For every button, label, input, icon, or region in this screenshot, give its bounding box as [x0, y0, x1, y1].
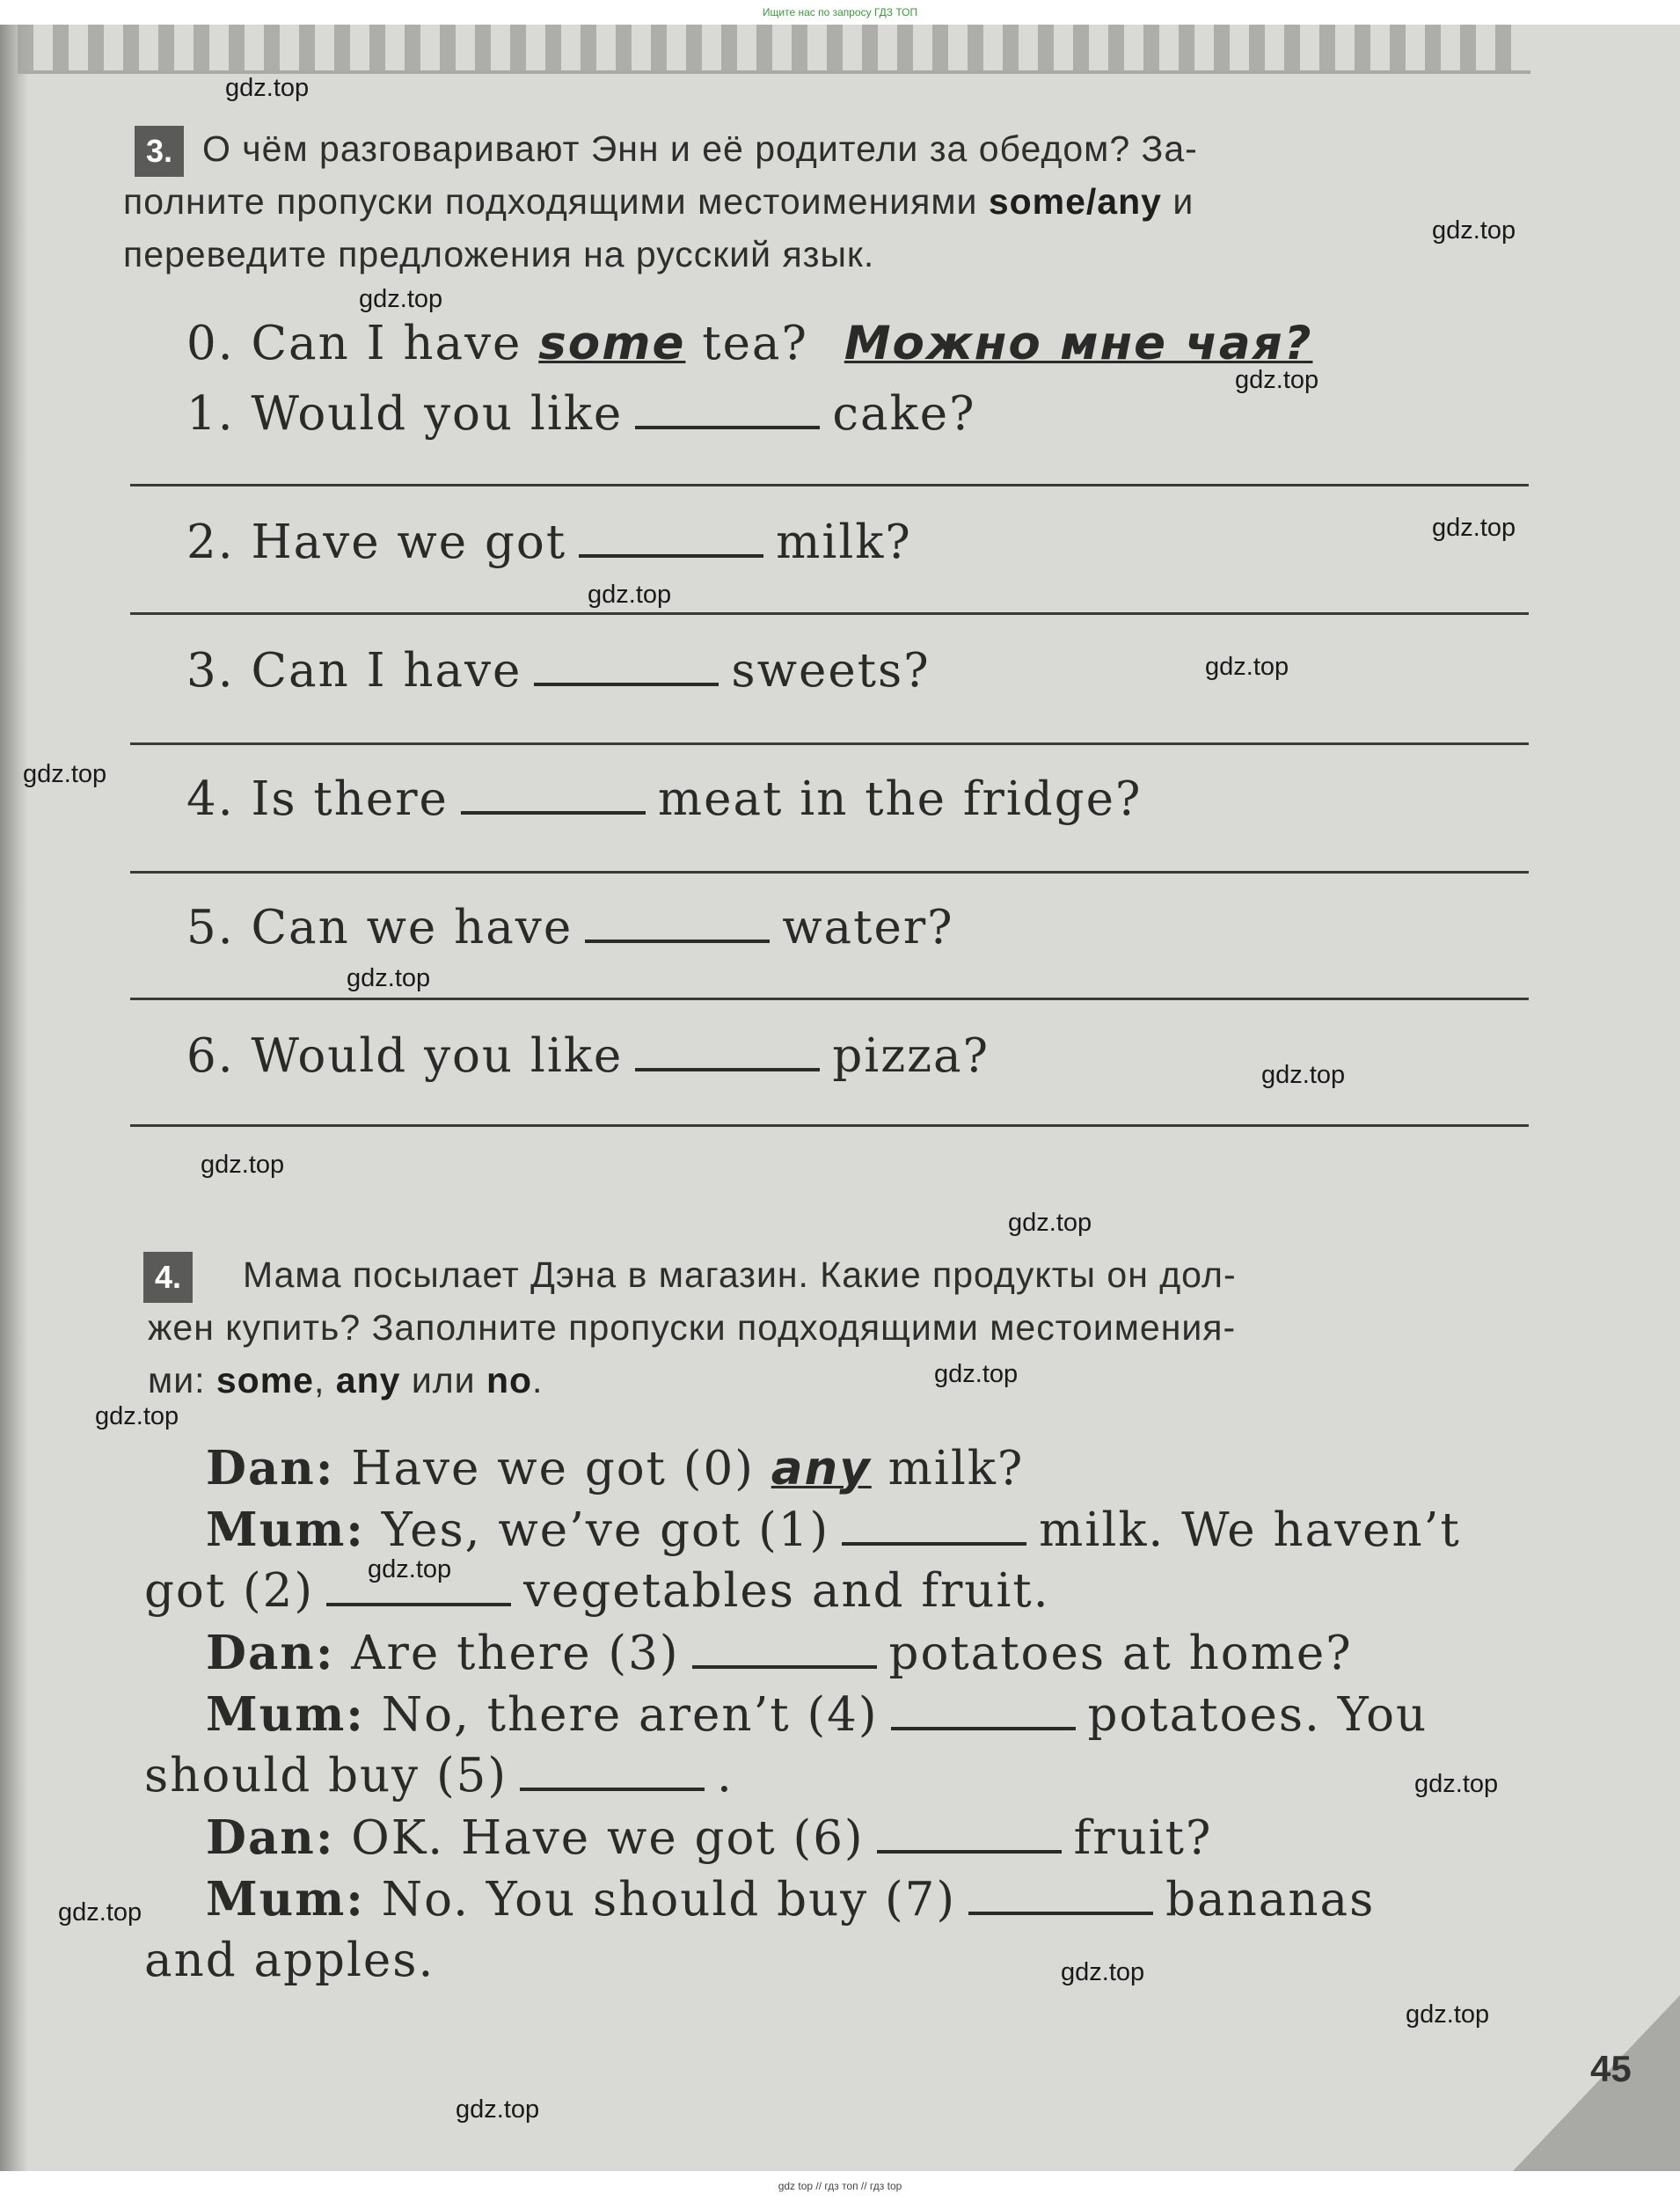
answer-blank[interactable] — [635, 1059, 820, 1071]
instruction-text: полните пропуски подходящими местоимениями — [123, 181, 989, 222]
sample-answer: any — [771, 1442, 872, 1495]
page-spine-shadow — [0, 25, 28, 2171]
watermark-text: gdz.top — [1008, 1209, 1092, 1237]
answer-blank[interactable] — [520, 1779, 705, 1791]
speaker-mum: Mum: — [206, 1687, 365, 1742]
item-text-before: Can I have — [251, 317, 522, 370]
page-number: 45 — [1590, 2048, 1632, 2089]
instruction-text: . — [532, 1360, 544, 1400]
dialogue-line-3 — [144, 1564, 1050, 1618]
dialogue-text: and apples. — [144, 1934, 435, 1987]
dialogue-line-9 — [144, 1934, 435, 1987]
dialogue-text: milk? — [887, 1442, 1025, 1495]
item-text-after: pizza? — [832, 1029, 990, 1083]
answer-blank[interactable] — [461, 802, 646, 815]
watermark-text: gdz.top — [1432, 216, 1516, 245]
watermark-text: gdz.top — [359, 285, 443, 313]
item-text-after: sweets? — [731, 644, 931, 698]
exercise-3-instruction-line-2 — [123, 176, 1194, 227]
watermark-text: gdz.top — [934, 1360, 1019, 1388]
item-text-after: meat in the fridge? — [657, 772, 1143, 826]
textbook-page — [0, 25, 1680, 2171]
dialogue-text: Are there (3) — [351, 1627, 680, 1680]
sample-answer: some — [538, 317, 686, 370]
dialogue-line-6 — [144, 1749, 734, 1802]
dialogue-text: got (2) — [144, 1564, 315, 1618]
watermark-text: gdz.top — [1205, 653, 1289, 681]
exercise-3-item-1 — [186, 387, 976, 441]
item-number: 1. — [186, 387, 235, 441]
decorative-ornament-border — [18, 25, 1530, 70]
speaker-mum: Mum: — [206, 1503, 365, 1557]
item-number: 0. — [186, 317, 235, 370]
item-number: 4. — [186, 772, 235, 826]
translation-line[interactable] — [130, 742, 1529, 745]
dialogue-text: milk. We haven’t — [1039, 1503, 1461, 1557]
dialogue-line-8 — [206, 1872, 1375, 1927]
dialogue-text: bananas — [1165, 1873, 1376, 1927]
answer-blank[interactable] — [585, 931, 770, 943]
keyword-some: some — [215, 1360, 314, 1400]
item-text-before: Is there — [251, 772, 449, 826]
exercise-3-instruction-line-1: О чём разговаривают Энн и её родители за обедом? За- — [202, 128, 1198, 169]
watermark-text: gdz.top — [1406, 2000, 1490, 2029]
item-text-before: Would you like — [251, 1029, 624, 1083]
dialogue-line-5 — [206, 1687, 1428, 1742]
instruction-text: и — [1161, 181, 1194, 222]
keyword-no: no — [486, 1360, 533, 1400]
watermark-text: gdz.top — [225, 74, 310, 102]
watermark-text: gdz.top — [1414, 1770, 1499, 1798]
answer-blank[interactable] — [842, 1533, 1026, 1546]
watermark-text: gdz.top — [201, 1151, 285, 1179]
translation-line[interactable] — [130, 998, 1529, 1000]
dialogue-text: No, there aren’t (4) — [381, 1688, 879, 1742]
exercise-3-item-6 — [186, 1029, 990, 1083]
watermark-text: gdz.top — [588, 581, 672, 609]
bottom-banner: gdz top // гдз топ // гдз top — [778, 2180, 902, 2192]
exercise-3-item-4 — [186, 772, 1142, 826]
dialogue-text: No. You should buy (7) — [381, 1873, 957, 1927]
exercise-4-instruction-line-1: Мама посылает Дэна в магазин. Какие продукты он дол- — [243, 1254, 1237, 1295]
answer-blank[interactable] — [534, 674, 719, 686]
dialogue-text: OK. Have we got (6) — [351, 1811, 865, 1865]
answer-blank[interactable] — [326, 1594, 511, 1606]
exercise-3-instruction-line-3: переведите предложения на русский язык. — [123, 234, 875, 274]
watermark-text: gdz.top — [1261, 1061, 1346, 1089]
answer-blank[interactable] — [891, 1718, 1076, 1730]
exercise-3-item-0 — [186, 317, 1312, 370]
dialogue-text: Yes, we’ve got (1) — [381, 1503, 830, 1557]
watermark-text: gdz.top — [368, 1555, 452, 1583]
item-text-before: Can I have — [251, 644, 522, 698]
sample-translation: Можно мне чая? — [844, 317, 1313, 370]
exercise-4-number-badge: 4. — [143, 1252, 193, 1303]
answer-blank[interactable] — [877, 1841, 1062, 1854]
exercise-3-item-2 — [186, 516, 912, 569]
translation-line[interactable] — [130, 484, 1529, 486]
item-text-after: milk? — [776, 516, 912, 569]
dialogue-text: potatoes at home? — [888, 1627, 1353, 1680]
answer-blank[interactable] — [579, 545, 763, 558]
item-text-before: Would you like — [251, 387, 624, 441]
exercise-4-instruction-line-2: жен купить? Заполните пропуски подходящими местоимения- — [148, 1307, 1237, 1348]
dialogue-text: should buy (5) — [144, 1749, 508, 1802]
item-text-after: cake? — [832, 387, 976, 441]
dialogue-line-4 — [206, 1626, 1353, 1680]
dialogue-line-2 — [206, 1503, 1461, 1557]
speaker-dan: Dan: — [206, 1441, 335, 1495]
item-text-before: Can we have — [251, 901, 573, 954]
item-text-after: water? — [782, 901, 954, 954]
dialogue-text: vegetables and fruit. — [523, 1564, 1050, 1618]
exercise-3-number-badge: 3. — [135, 126, 184, 177]
dialogue-line-1 — [206, 1441, 1024, 1495]
dialogue-text: potatoes. You — [1087, 1688, 1428, 1742]
dialogue-text: Have we got (0) — [351, 1442, 755, 1495]
instruction-text: , — [313, 1360, 336, 1400]
dialogue-text: fruit? — [1073, 1811, 1213, 1865]
item-text-after: tea? — [702, 317, 808, 370]
item-number: 2. — [186, 516, 235, 569]
dialogue-line-7 — [206, 1810, 1212, 1865]
instruction-text: ми: — [148, 1360, 216, 1400]
watermark-text: gdz.top — [58, 1898, 142, 1927]
watermark-text: gdz.top — [23, 760, 107, 788]
item-text-before: Have we got — [251, 516, 567, 569]
item-number: 3. — [186, 644, 235, 698]
watermark-text: gdz.top — [1061, 1958, 1145, 1986]
item-number: 5. — [186, 901, 235, 954]
exercise-4-instruction-line-3 — [148, 1355, 543, 1406]
translation-line[interactable] — [130, 612, 1529, 615]
speaker-dan: Dan: — [206, 1810, 335, 1865]
watermark-text: gdz.top — [347, 964, 431, 992]
answer-blank[interactable] — [968, 1903, 1153, 1915]
watermark-text: gdz.top — [95, 1402, 179, 1430]
watermark-text: gdz.top — [1432, 514, 1516, 542]
answer-blank[interactable] — [692, 1656, 877, 1669]
answer-blank[interactable] — [635, 417, 820, 429]
translation-line[interactable] — [130, 871, 1529, 874]
exercise-3-item-5 — [186, 901, 954, 954]
instruction-text: или — [400, 1360, 486, 1400]
translation-line[interactable] — [130, 1124, 1529, 1127]
dialogue-text: . — [717, 1749, 734, 1802]
item-number: 6. — [186, 1029, 235, 1083]
top-banner: Ищите нас по запросу ГДЗ ТОП — [762, 6, 918, 18]
watermark-text: gdz.top — [1235, 366, 1319, 394]
keyword-some-any: some/any — [988, 181, 1162, 222]
speaker-mum: Mum: — [206, 1872, 365, 1927]
speaker-dan: Dan: — [206, 1626, 335, 1680]
watermark-text: gdz.top — [456, 2095, 540, 2124]
keyword-any: any — [335, 1360, 401, 1400]
exercise-3-item-3 — [186, 644, 931, 698]
